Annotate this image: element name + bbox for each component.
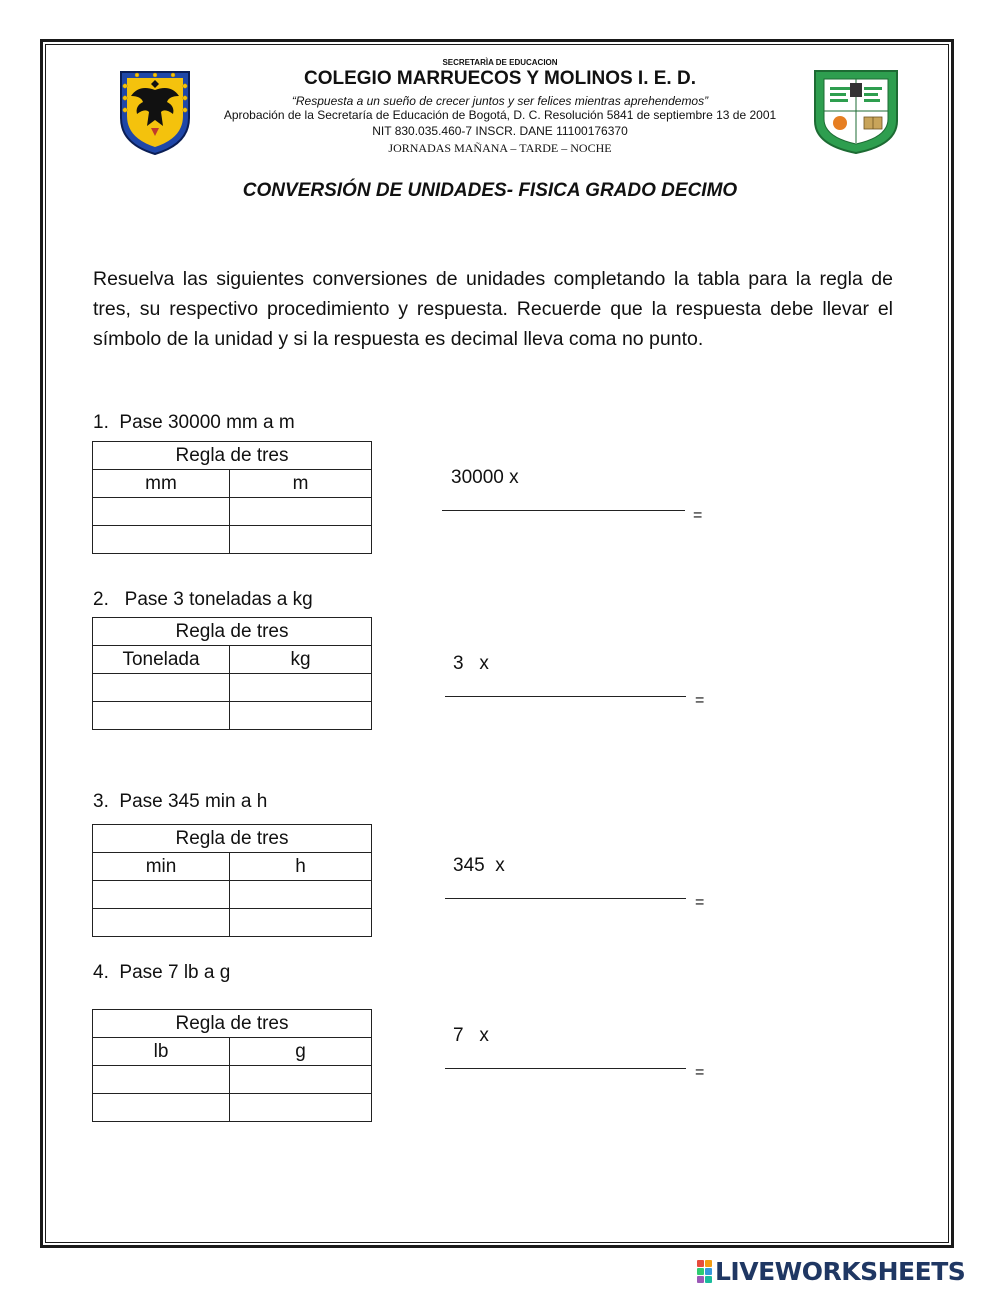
brand-block [697, 1260, 704, 1267]
rule-table-answer-cell[interactable] [230, 674, 372, 702]
rule-table-answer-cell[interactable] [93, 1066, 230, 1094]
rule-table-answer-cell[interactable] [93, 674, 230, 702]
school-shield-icon [812, 65, 900, 155]
question-1-equals: = [693, 507, 703, 524]
rule-table-col2-unit: h [230, 853, 372, 881]
question-2-fraction-line [445, 696, 686, 697]
question-3-label: 3. Pase 345 min a h [93, 791, 268, 812]
shifts-line: JORNADAS MAÑANA – TARDE – NOCHE [388, 141, 612, 155]
department-line: SECRETARÌA DE EDUCACION [442, 58, 558, 67]
rule-table-answer-cell[interactable] [230, 1094, 372, 1122]
rule-table-header: Regla de tres [93, 618, 372, 646]
brand-block [697, 1268, 704, 1275]
rule-table-answer-cell[interactable] [230, 881, 372, 909]
liveworksheets-logo [697, 1256, 965, 1286]
rule-table-col2-unit: kg [230, 646, 372, 674]
rule-table-answer-cell[interactable] [230, 909, 372, 937]
rule-table-answer-cell[interactable] [230, 1066, 372, 1094]
question-2-equals: = [695, 692, 705, 709]
question-3-expression: 345 x [453, 855, 505, 876]
rule-table-col2-unit: g [230, 1038, 372, 1066]
rule-table-answer-cell[interactable] [93, 909, 230, 937]
rule-table-answer-cell[interactable] [93, 526, 230, 554]
rule-table-answer-cell[interactable] [93, 1094, 230, 1122]
brand-block [697, 1276, 704, 1283]
question-2-expression: 3 x [453, 653, 489, 674]
rule-table-col1-unit: mm [93, 470, 230, 498]
question-3-fraction-line [445, 898, 686, 899]
question-4-expression: 7 x [453, 1025, 489, 1046]
rule-table-col1-unit: lb [93, 1038, 230, 1066]
question-4-fraction-line [445, 1068, 686, 1069]
question-1-rule-table [92, 441, 372, 554]
rule-table-answer-cell[interactable] [230, 498, 372, 526]
question-2-rule-table [92, 617, 372, 730]
rule-table-header: Regla de tres [93, 442, 372, 470]
school-name: COLEGIO MARRUECOS Y MOLINOS I. E. D. [303, 68, 696, 89]
school-motto: “Respuesta a un sueño de crecer juntos y ser felices mientras aprehendemos” [291, 94, 709, 108]
rule-table-header: Regla de tres [93, 825, 372, 853]
brand-block [705, 1276, 712, 1283]
rule-table-answer-cell[interactable] [93, 881, 230, 909]
question-1-label: 1. Pase 30000 mm a m [93, 412, 295, 433]
question-1-expression: 30000 x [451, 467, 519, 488]
nit-line: NIT 830.035.460-7 INSCR. DANE 11100176370 [372, 124, 628, 138]
rule-table-col2-unit: m [230, 470, 372, 498]
worksheet-title: CONVERSIÓN DE UNIDADES- FISICA GRADO DECIMO [242, 180, 738, 201]
rule-table-answer-cell[interactable] [230, 526, 372, 554]
question-4-label: 4. Pase 7 lb a g [93, 962, 231, 983]
bogota-coat-of-arms-icon [117, 66, 193, 156]
rule-table-answer-cell[interactable] [93, 498, 230, 526]
liveworksheets-text: LIVEWORKSHEETS [715, 1256, 966, 1286]
rule-table-header: Regla de tres [93, 1010, 372, 1038]
question-3-rule-table [92, 824, 372, 937]
rule-table-answer-cell[interactable] [230, 702, 372, 730]
rule-table-col1-unit: Tonelada [93, 646, 230, 674]
approval-line: Aprobación de la Secretaría de Educación de Bogotá, D. C. Resolución 5841 de septiembre 13 de 2001 [223, 108, 777, 122]
question-4-rule-table [92, 1009, 372, 1122]
instructions-paragraph: Resuelva las siguientes conversiones de unidades completando la tabla para la regla de tres, su respectivo procedimiento y respuesta. Recuerde que la respuesta debe llevar el símbolo de la unidad y si la respuesta es decimal lleva coma no punto. [93, 268, 893, 350]
brand-block [705, 1260, 712, 1267]
rule-table-answer-cell[interactable] [93, 702, 230, 730]
question-3-equals: = [695, 894, 705, 911]
rule-table-col1-unit: min [93, 853, 230, 881]
question-2-label: 2. Pase 3 toneladas a kg [93, 589, 313, 610]
liveworksheets-blocks-icon [697, 1260, 712, 1283]
brand-block [705, 1268, 712, 1275]
question-4-equals: = [695, 1064, 705, 1081]
question-1-fraction-line [442, 510, 685, 511]
